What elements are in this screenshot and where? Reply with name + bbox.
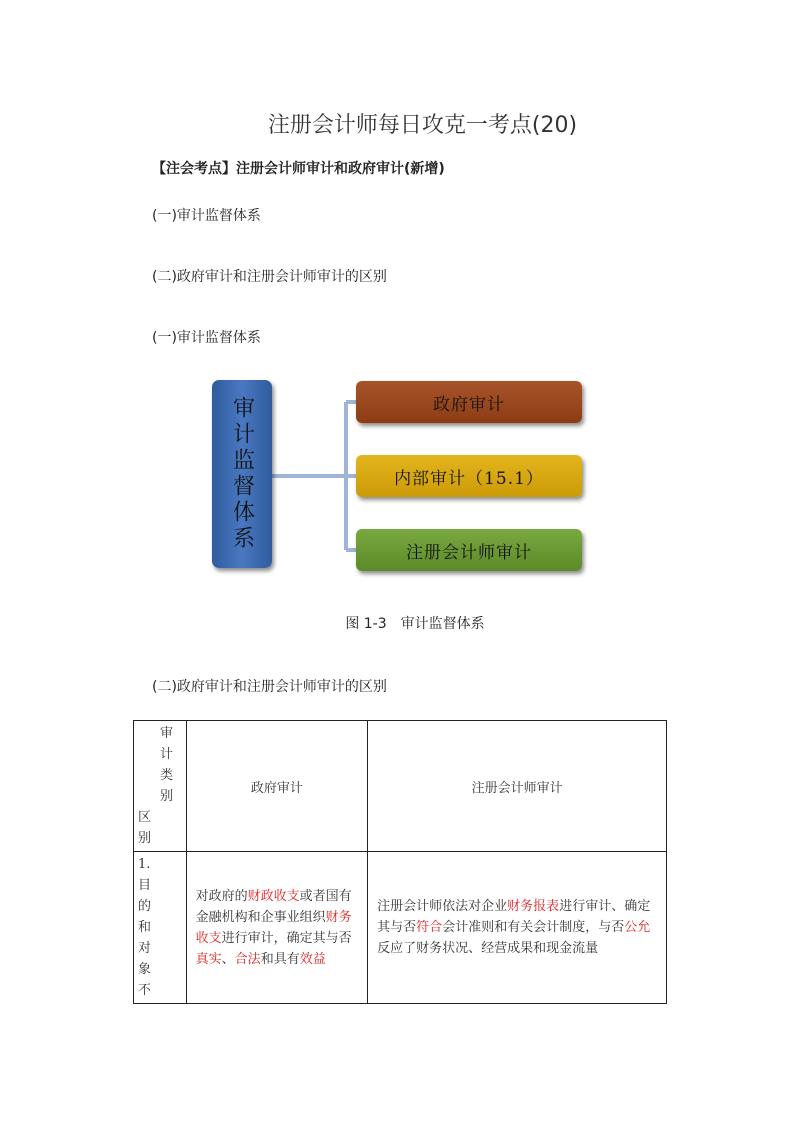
row-label-char: 和 xyxy=(138,920,152,935)
table-corner-cell xyxy=(134,721,187,852)
cpa-audit-description-cell xyxy=(368,852,667,1004)
diagram-root-node xyxy=(212,380,272,568)
diagram-node-internal-audit: 内部审计（15.1） xyxy=(356,455,582,497)
highlight-term: 财务收支 xyxy=(195,909,352,946)
cpa-audit-description xyxy=(369,894,665,961)
row-label-char: 象 xyxy=(138,962,152,977)
section1-heading: (一)审计监督体系 xyxy=(152,330,261,346)
highlight-term: 财政收支 xyxy=(247,888,300,904)
diagram-root-label: 审计监督体系 xyxy=(229,396,255,552)
outline-item-2: (二)政府审计和注册会计师审计的区别 xyxy=(152,269,387,285)
highlight-term: 公允 xyxy=(624,920,651,935)
outline-item-1: (一)审计监督体系 xyxy=(152,208,261,224)
corner-char: 区 xyxy=(138,810,152,825)
corner-char: 类 xyxy=(160,768,174,783)
text-run: 进行审计，确定其与否 xyxy=(221,930,352,946)
row-label-char: 目 xyxy=(138,878,152,893)
highlight-term: 真实 xyxy=(195,951,222,967)
highlight-term: 财务报表 xyxy=(507,899,560,914)
corner-char: 别 xyxy=(160,789,174,804)
text-run: 反应了财务状况、经营成果和现金流量 xyxy=(377,941,599,956)
comparison-table xyxy=(133,720,667,1004)
row-label-char: 对 xyxy=(138,941,152,956)
diagram-node-cpa-audit: 注册会计师审计 xyxy=(356,529,582,571)
text-run: 会计准则和有关会计制度，与否 xyxy=(442,920,625,935)
gov-audit-description-cell xyxy=(186,852,368,1004)
text-run: 、 xyxy=(221,951,235,967)
row-label-char: 1. xyxy=(138,857,151,872)
row-label-char: 的 xyxy=(138,899,152,914)
corner-char: 计 xyxy=(160,747,174,762)
diagram-node-gov-audit: 政府审计 xyxy=(356,381,582,423)
text-run: 进行审计、确定其与否 xyxy=(377,899,651,935)
highlight-term: 合法 xyxy=(234,951,261,967)
subtitle: 【注会考点】注册会计师审计和政府审计(新增) xyxy=(152,161,445,177)
highlight-term: 符合 xyxy=(416,920,443,935)
text-run: 或者国有金融机构和企事业组织 xyxy=(195,888,352,925)
table-header-row xyxy=(134,721,667,852)
column-header-cpa: 注册会计师审计 xyxy=(368,721,667,852)
audit-system-diagram xyxy=(205,372,595,582)
section2-heading: (二)政府审计和注册会计师审计的区别 xyxy=(152,679,387,695)
corner-char: 审 xyxy=(160,726,174,741)
column-header-gov: 政府审计 xyxy=(186,721,368,852)
page-title: 注册会计师每日攻克一考点(20) xyxy=(267,113,578,138)
text-run: 和具有 xyxy=(260,951,300,967)
figure-caption: 图 1-3 审计监督体系 xyxy=(345,616,485,632)
corner-char: 别 xyxy=(138,831,152,846)
table-row xyxy=(134,852,667,1004)
row-label-cell xyxy=(134,852,187,1004)
text-run: 注册会计师依法对企业 xyxy=(377,899,508,914)
gov-audit-description xyxy=(188,884,367,972)
highlight-term: 效益 xyxy=(299,951,326,967)
text-run: 对政府的 xyxy=(195,888,248,904)
row-label-char: 不 xyxy=(138,983,152,998)
